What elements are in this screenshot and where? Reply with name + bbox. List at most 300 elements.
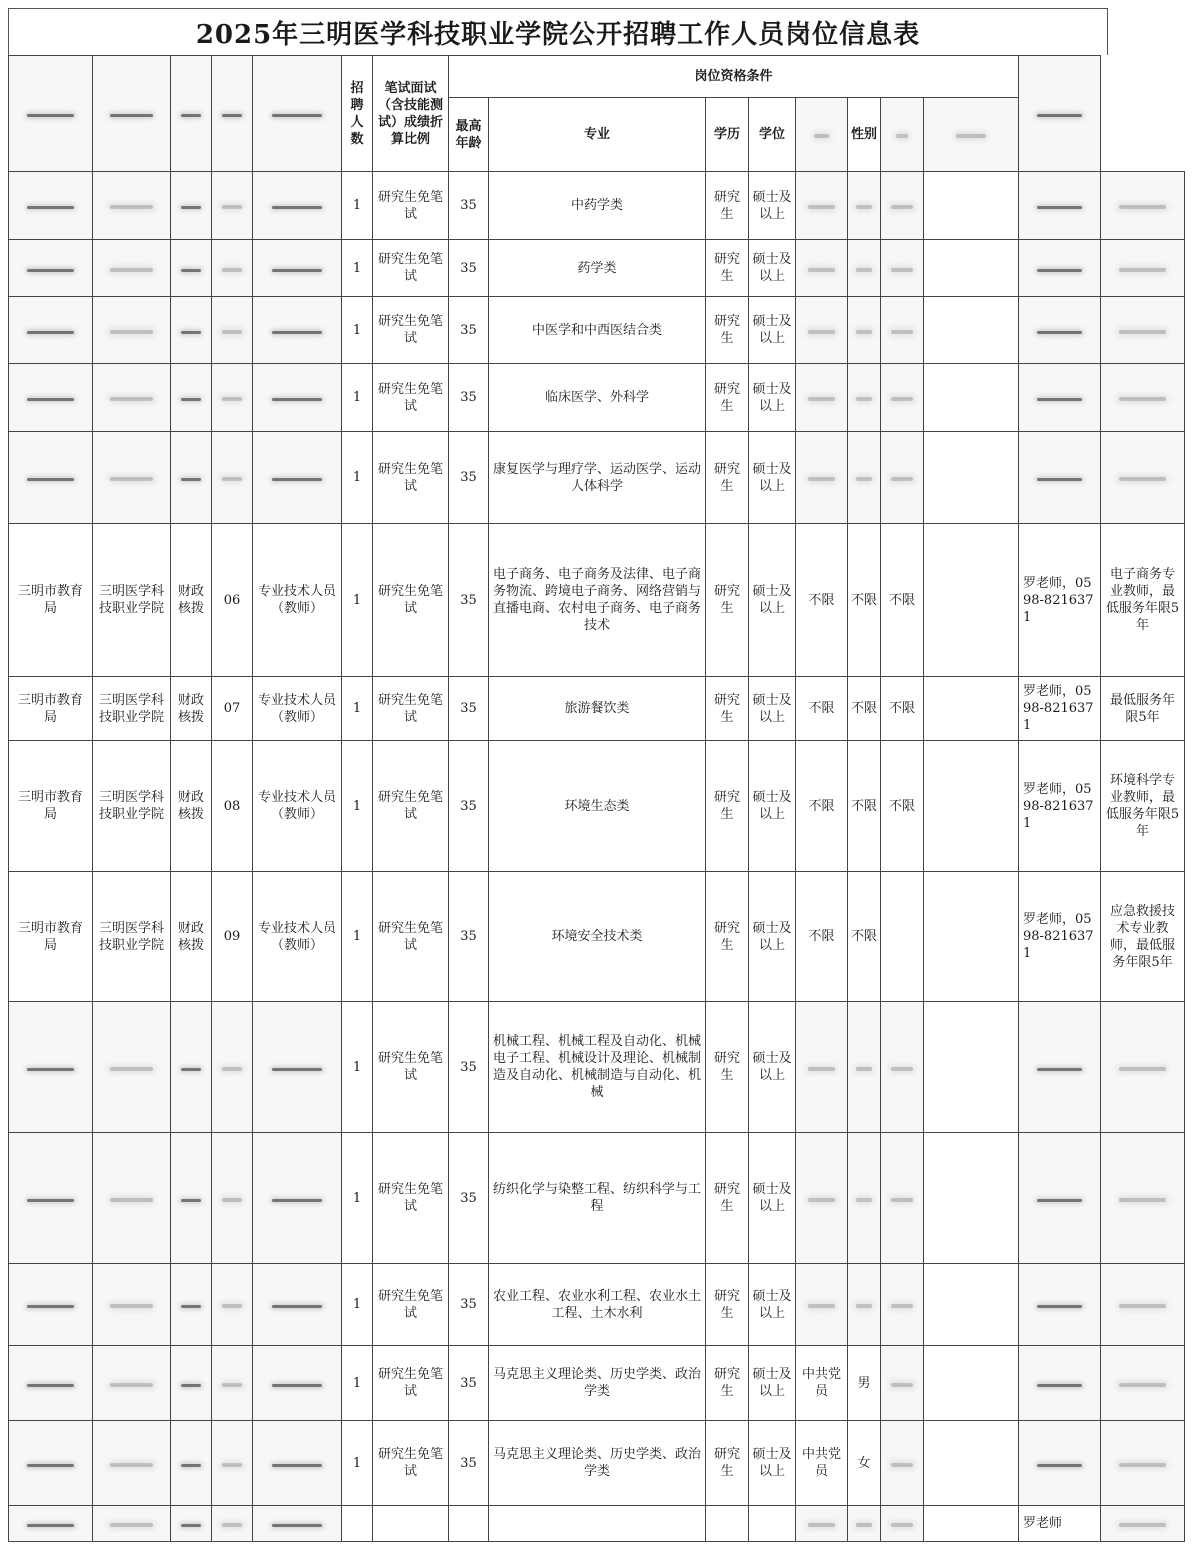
type-cell: 专业技术人员（教师） [253,677,342,741]
blurred-cell [93,432,171,524]
blurred-cell [212,1506,253,1542]
redaction-mark [181,398,201,401]
redaction-mark [110,1523,153,1527]
fund-cell: 财政核拨 [171,677,212,741]
redaction-mark [27,1524,73,1527]
table-row [9,1002,1185,1133]
degree-cell: 硕士及以上 [749,677,796,741]
blurred-cell [93,1346,171,1421]
redaction-mark [856,268,872,272]
redaction-mark [181,1384,201,1387]
count-cell: 1 [342,1133,373,1264]
blurred-cell [1101,1002,1185,1133]
redaction-mark [181,206,201,209]
education-cell: 研究生 [706,432,749,524]
blurred-cell [212,240,253,297]
redaction-mark [222,268,242,272]
blurred-cell [171,297,212,364]
header-row-top [9,56,1185,98]
blurred-cell [9,1133,93,1264]
major-cell: 中药学类 [489,172,706,240]
count-cell: 1 [342,524,373,677]
blurred-cell [253,172,342,240]
redaction-mark [1119,1198,1165,1202]
major-cell: 电子商务、电子商务及法律、电子商务物流、跨境电子商务、网络营销与直播电商、农村电子商务、电子商务技术 [489,524,706,677]
major-cell: 马克思主义理论类、历史学类、政治学类 [489,1346,706,1421]
blurred-cell [881,240,924,297]
redaction-mark [1037,1384,1082,1387]
politics-cell: 中共党员 [796,1421,848,1506]
type-cell: 专业技术人员（教师） [253,872,342,1002]
blurred-cell [1101,432,1185,524]
blurred-cell [212,1421,253,1506]
contact-cell: 罗老师，0598-8216371 [1019,872,1101,1002]
ratio-cell: 研究生免笔试 [373,240,449,297]
blurred-cell [93,1421,171,1506]
blurred-cell [9,364,93,432]
major-cell: 农业工程、农业水利工程、农业水土工程、土木水利 [489,1264,706,1346]
unit-cell: 三明医学科技职业学院 [93,677,171,741]
degree-cell: 硕士及以上 [749,1264,796,1346]
education-cell: 研究生 [706,524,749,677]
blurred-cell [93,364,171,432]
blurred-cell [848,297,881,364]
count-cell: 1 [342,1346,373,1421]
education-cell: 研究生 [706,364,749,432]
blurred-cell [9,1506,93,1542]
blurred-cell [171,1421,212,1506]
blurred-cell [212,1346,253,1421]
redaction-mark [1119,268,1165,272]
note-cell: 电子商务专业教师，最低服务年限5年 [1101,524,1185,677]
redaction-mark [181,1068,201,1071]
blurred-cell [171,1346,212,1421]
blurred-cell [1101,1133,1185,1264]
politics-cell: 不限 [796,872,848,1002]
age-cell: 35 [449,741,489,872]
major-cell: 机械工程、机械工程及自动化、机械电子工程、机械设计及理论、机械制造及自动化、机械制造与自动化、机械 [489,1002,706,1133]
blurred-cell [253,364,342,432]
redaction-mark [181,1524,201,1527]
blurred-cell [1101,172,1185,240]
blurred-cell [171,1506,212,1542]
blurred-cell [796,240,848,297]
table-row [9,1264,1185,1346]
blurred-cell [253,1002,342,1133]
blurred-cell [212,172,253,240]
count-cell: 1 [342,677,373,741]
redaction-mark [1037,1464,1082,1467]
empty-cell [924,297,1019,364]
gender-cell: 女 [848,1421,881,1506]
blurred-cell [93,297,171,364]
blurred-cell [171,240,212,297]
redaction-mark [27,398,73,401]
redaction-mark [856,1304,872,1308]
redaction-mark [1037,1305,1082,1308]
blurred-cell [212,1133,253,1264]
redaction-mark [1037,398,1082,401]
ratio-cell: 研究生免笔试 [373,741,449,872]
empty-cell [924,677,1019,741]
empty-cell [924,172,1019,240]
blurred-cell [796,1133,848,1264]
education-cell: 研究生 [706,872,749,1002]
redaction-mark [272,269,321,272]
blurred-cell [1019,432,1101,524]
blurred-cell [253,240,342,297]
redaction-mark [856,477,872,481]
header-major: 专业 [489,98,706,172]
blurred-cell [253,1346,342,1421]
blurred-cell [9,1421,93,1506]
blurred-cell [93,1506,171,1542]
redaction-mark [110,477,153,481]
empty-cell [924,1506,1019,1542]
redaction-mark [181,269,201,272]
blurred-cell [9,172,93,240]
redaction-mark [222,1198,242,1202]
redaction-mark [181,1464,201,1467]
count-cell: 1 [342,872,373,1002]
blurred-cell [1101,1346,1185,1421]
ratio-cell: 研究生免笔试 [373,1002,449,1133]
redaction-mark [27,1305,73,1308]
ratio-cell: 研究生免笔试 [373,172,449,240]
redaction-mark [222,330,242,334]
redaction-mark [222,1463,242,1467]
degree-cell: 硕士及以上 [749,872,796,1002]
redaction-mark [856,1523,872,1527]
redaction-mark [222,1523,242,1527]
redaction-mark [27,1199,73,1202]
age-cell: 35 [449,872,489,1002]
redaction-mark [272,1384,321,1387]
redaction-mark [891,397,913,401]
blurred-cell [881,1133,924,1264]
major-cell: 马克思主义理论类、历史学类、政治学类 [489,1421,706,1506]
ratio-cell: 研究生免笔试 [373,432,449,524]
degree-cell [749,1506,796,1542]
note-cell: 环境科学专业教师，最低服务年限5年 [1101,741,1185,872]
header-education: 学历 [706,98,749,172]
type-cell: 专业技术人员（教师） [253,741,342,872]
dept-cell: 三明市教育局 [9,677,93,741]
blurred-cell [848,432,881,524]
table-row [9,1506,1185,1542]
other-cell: 不限 [881,677,924,741]
redaction-mark [222,477,242,481]
recruitment-table [8,55,1185,1542]
ratio-cell: 研究生免笔试 [373,872,449,1002]
blurred-cell [796,364,848,432]
dept-cell: 三明市教育局 [9,741,93,872]
redaction-mark [272,1305,321,1308]
fund-cell: 财政核拨 [171,524,212,677]
education-cell: 研究生 [706,172,749,240]
redaction-mark [808,397,835,401]
gender-cell: 不限 [848,524,881,677]
redaction-mark [110,205,153,209]
major-cell: 纺织化学与染整工程、纺织科学与工程 [489,1133,706,1264]
redaction-mark [1119,1523,1165,1527]
table-row [9,524,1185,677]
blurred-cell [796,297,848,364]
blurred-header-cell [796,98,848,172]
blurred-cell [881,172,924,240]
empty-cell [924,872,1019,1002]
education-cell: 研究生 [706,1346,749,1421]
table-row [9,172,1185,240]
redaction-mark [222,205,242,209]
ratio-cell: 研究生免笔试 [373,1421,449,1506]
redaction-mark [808,268,835,272]
blurred-header-cell [924,98,1019,172]
note-cell: 应急救援技术专业教师，最低服务年限5年 [1101,872,1185,1002]
blurred-cell [881,1506,924,1542]
blurred-cell [1101,1506,1185,1542]
degree-cell: 硕士及以上 [749,172,796,240]
redaction-mark [27,269,73,272]
blurred-cell [1101,297,1185,364]
other-cell [881,872,924,1002]
redaction-mark [27,1384,73,1387]
education-cell: 研究生 [706,1002,749,1133]
blurred-cell [9,1346,93,1421]
redaction-mark [1119,1067,1165,1071]
code-cell: 06 [212,524,253,677]
blurred-cell [881,1346,924,1421]
other-cell: 不限 [881,524,924,677]
blurred-cell [171,432,212,524]
major-cell: 旅游餐饮类 [489,677,706,741]
redaction-mark [1119,330,1165,334]
major-cell: 环境生态类 [489,741,706,872]
major-cell [489,1506,706,1542]
contact-cell: 罗老师，0598-8216371 [1019,677,1101,741]
blurred-cell [1101,1421,1185,1506]
redaction-mark [181,1305,201,1308]
redaction-mark [1119,1463,1165,1467]
count-cell: 1 [342,1421,373,1506]
blurred-header-cell [93,56,171,172]
redaction-mark [891,1304,913,1308]
blurred-cell [93,240,171,297]
blurred-cell [9,1002,93,1133]
education-cell [706,1506,749,1542]
redaction-mark [808,330,835,334]
blurred-cell [796,1264,848,1346]
redaction-mark [891,1463,913,1467]
blurred-header-cell [1019,56,1101,172]
blurred-header-cell [171,56,212,172]
blurred-cell [171,1002,212,1133]
ratio-cell: 研究生免笔试 [373,1264,449,1346]
table-row [9,432,1185,524]
blurred-cell [1101,364,1185,432]
redaction-mark [891,1198,913,1202]
politics-cell: 不限 [796,741,848,872]
blurred-cell [93,1264,171,1346]
redaction-mark [856,1067,872,1071]
blurred-header-cell [253,56,342,172]
table-body [9,172,1185,1542]
redaction-mark [110,1304,153,1308]
empty-cell [924,741,1019,872]
major-cell: 临床医学、外科学 [489,364,706,432]
redaction-mark [1037,331,1082,334]
contact-cell: 罗老师 [1019,1506,1101,1542]
blurred-cell [796,1002,848,1133]
age-cell [449,1506,489,1542]
blurred-cell [881,1421,924,1506]
redaction-mark [272,331,321,334]
blurred-cell [1019,240,1101,297]
education-cell: 研究生 [706,240,749,297]
contact-cell: 罗老师，0598-8216371 [1019,524,1101,677]
count-cell: 1 [342,172,373,240]
blurred-cell [171,172,212,240]
redaction-mark [181,478,201,481]
redaction-mark [856,1198,872,1202]
blurred-cell [881,1264,924,1346]
education-cell: 研究生 [706,677,749,741]
blurred-cell [253,1506,342,1542]
redaction-mark [222,397,242,401]
age-cell: 35 [449,1346,489,1421]
redaction-mark [808,1304,835,1308]
blurred-cell [881,1002,924,1133]
redaction-mark [856,205,872,209]
age-cell: 35 [449,172,489,240]
blurred-cell [93,1133,171,1264]
redaction-mark [110,1463,153,1467]
code-cell: 07 [212,677,253,741]
table-row [9,677,1185,741]
blurred-cell [1019,1421,1101,1506]
degree-cell: 硕士及以上 [749,741,796,872]
dept-cell: 三明市教育局 [9,524,93,677]
redaction-mark [808,1198,835,1202]
redaction-mark [272,1068,321,1071]
redaction-mark [272,1199,321,1202]
empty-cell [924,432,1019,524]
count-cell [342,1506,373,1542]
age-cell: 35 [449,1002,489,1133]
blurred-cell [1101,1264,1185,1346]
blurred-cell [212,1264,253,1346]
redaction-mark [891,330,913,334]
blurred-cell [1019,1264,1101,1346]
age-cell: 35 [449,1133,489,1264]
blurred-cell [881,364,924,432]
table-row [9,240,1185,297]
degree-cell: 硕士及以上 [749,432,796,524]
blurred-cell [212,1002,253,1133]
header-degree: 学位 [749,98,796,172]
blurred-header-cell [881,98,924,172]
blurred-cell [796,172,848,240]
header-max-age: 最高年龄 [449,98,489,172]
redaction-mark [1119,397,1165,401]
education-cell: 研究生 [706,1264,749,1346]
code-cell: 09 [212,872,253,1002]
blurred-cell [881,297,924,364]
degree-cell: 硕士及以上 [749,1346,796,1421]
education-cell: 研究生 [706,741,749,872]
table-row [9,364,1185,432]
empty-cell [924,240,1019,297]
gender-cell: 不限 [848,677,881,741]
blurred-cell [848,364,881,432]
blurred-cell [848,1002,881,1133]
redaction-mark [110,1067,153,1071]
age-cell: 35 [449,677,489,741]
blurred-cell [9,1264,93,1346]
age-cell: 35 [449,1421,489,1506]
gender-cell: 不限 [848,741,881,872]
table-row [9,741,1185,872]
major-cell: 中医学和中西医结合类 [489,297,706,364]
blurred-cell [253,432,342,524]
blurred-cell [848,1506,881,1542]
redaction-mark [110,397,153,401]
blurred-cell [171,364,212,432]
ratio-cell: 研究生免笔试 [373,1346,449,1421]
degree-cell: 硕士及以上 [749,1133,796,1264]
blurred-cell [1019,1346,1101,1421]
redaction-mark [272,1524,321,1527]
redaction-mark [1119,477,1165,481]
age-cell: 35 [449,364,489,432]
redaction-mark [222,1304,242,1308]
unit-cell: 三明医学科技职业学院 [93,872,171,1002]
redaction-mark [891,1523,913,1527]
redaction-mark [181,331,201,334]
page-title: 2025年三明医学科技职业学院公开招聘工作人员岗位信息表 [8,8,1108,55]
header-recruit-count: 招聘人数 [342,56,373,172]
gender-cell: 不限 [848,872,881,1002]
blurred-cell [881,432,924,524]
redaction-mark [110,330,153,334]
redaction-mark [808,205,835,209]
major-cell: 康复医学与理疗学、运动医学、运动人体科学 [489,432,706,524]
blurred-cell [253,1133,342,1264]
redaction-mark [110,1383,153,1387]
empty-cell [924,364,1019,432]
note-cell: 最低服务年限5年 [1101,677,1185,741]
ratio-cell: 研究生免笔试 [373,297,449,364]
redaction-mark [856,397,872,401]
redaction-mark [808,477,835,481]
type-cell: 专业技术人员（教师） [253,524,342,677]
degree-cell: 硕士及以上 [749,297,796,364]
table-row [9,1346,1185,1421]
redaction-mark [110,268,153,272]
education-cell: 研究生 [706,297,749,364]
blurred-cell [212,432,253,524]
redaction-mark [808,1523,835,1527]
count-cell: 1 [342,741,373,872]
blurred-cell [1019,1133,1101,1264]
code-cell: 08 [212,741,253,872]
blurred-cell [93,1002,171,1133]
dept-cell: 三明市教育局 [9,872,93,1002]
blurred-cell [253,1421,342,1506]
education-cell: 研究生 [706,1421,749,1506]
blurred-header-cell [9,56,93,172]
blurred-cell [9,297,93,364]
